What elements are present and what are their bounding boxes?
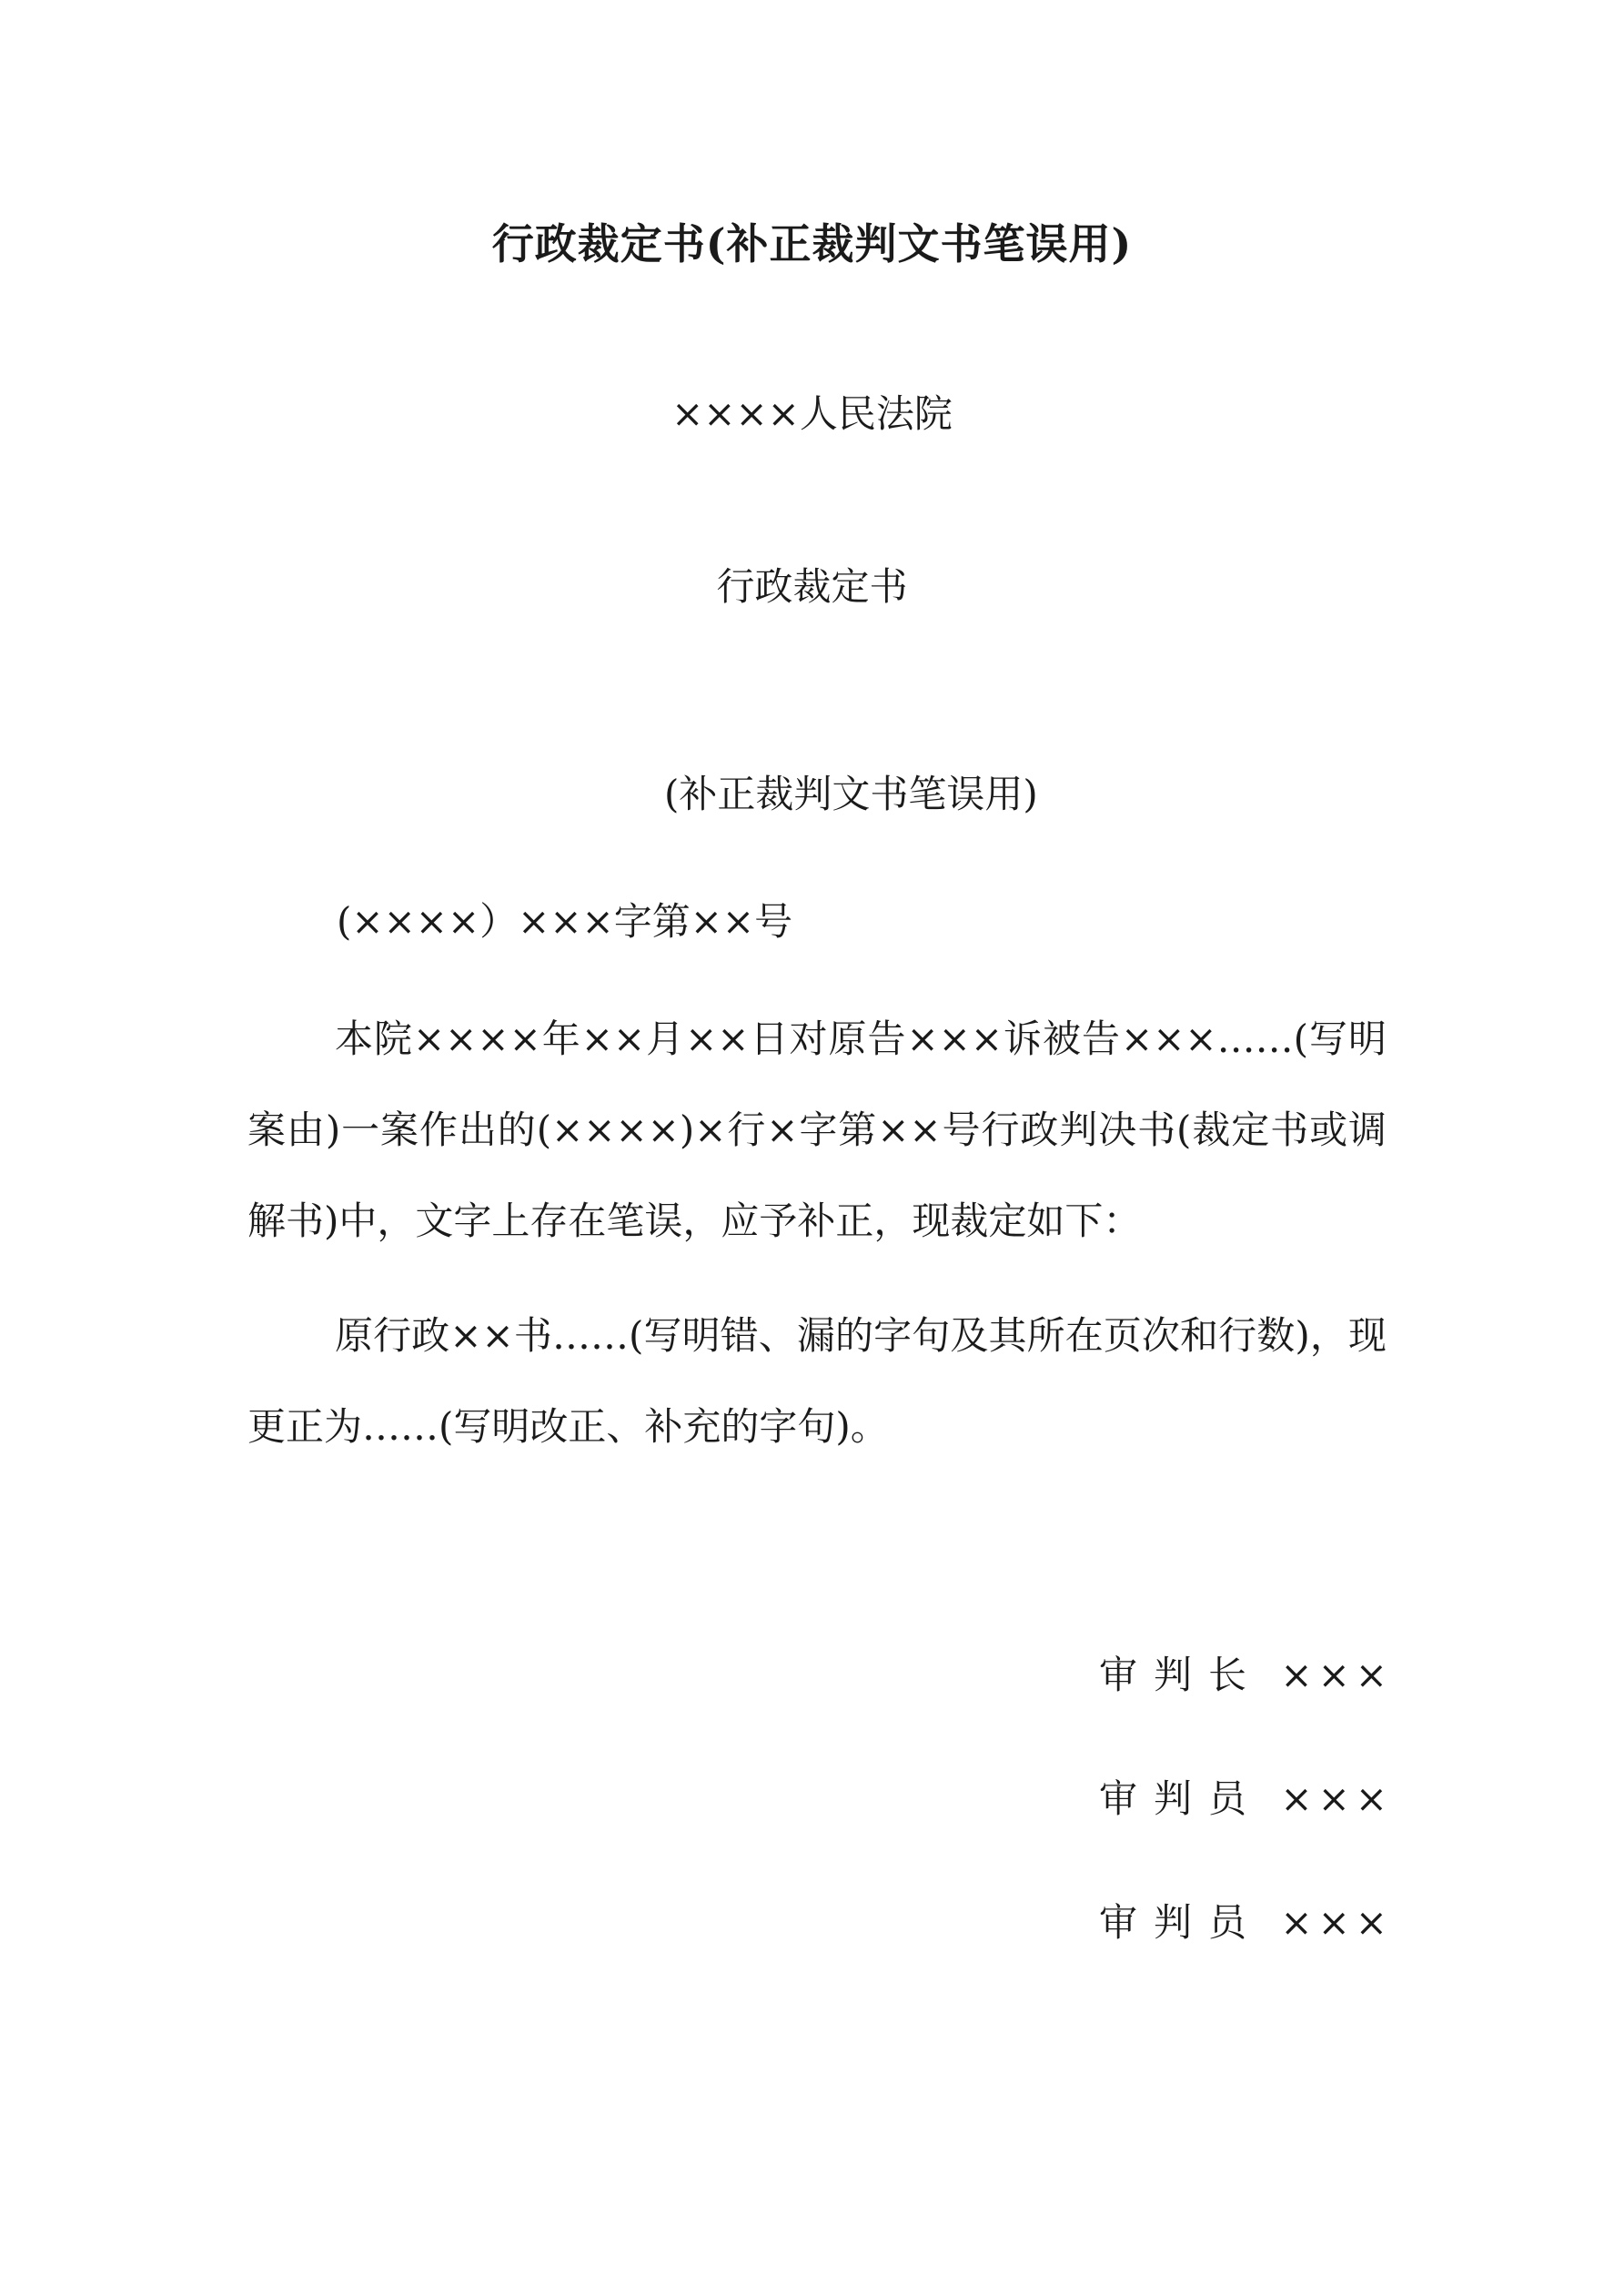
- signature-name: ×××: [1280, 1653, 1393, 1697]
- case-number: (××××）×××字第××号: [337, 899, 793, 944]
- signature-line: [1099, 1769, 1393, 1824]
- document-type: 行政裁定书: [716, 564, 908, 609]
- body-paragraph: 原行政××书……(写明错、漏的字句及其所在页次和行数)，现更正为……(写明改正、补充的字句)。: [247, 1313, 1387, 1449]
- document-title: 行政裁定书(补正裁判文书笔误用): [491, 219, 1133, 268]
- signature-line: [1099, 1645, 1393, 1700]
- body-paragraph: 本院××××年××月××日对原告×××诉被告×××……(写明案由)一案作出的(××××)×行×字第××号行政判决书(裁定书或调解书)中，文字上存在笔误，应予补正，现裁定如下：: [247, 1017, 1387, 1243]
- signature-name: ×××: [1280, 1900, 1393, 1945]
- signature-line: [1099, 1893, 1393, 1947]
- signature-role: 审判员: [1099, 1900, 1264, 1945]
- signature-role: 审判员: [1099, 1776, 1264, 1821]
- signature-name: ×××: [1280, 1776, 1393, 1821]
- signature-role: 审判长: [1099, 1653, 1264, 1697]
- document-subtitle: (补正裁判文书笔误用): [664, 772, 1038, 816]
- court-name: ××××人民法院: [671, 391, 953, 436]
